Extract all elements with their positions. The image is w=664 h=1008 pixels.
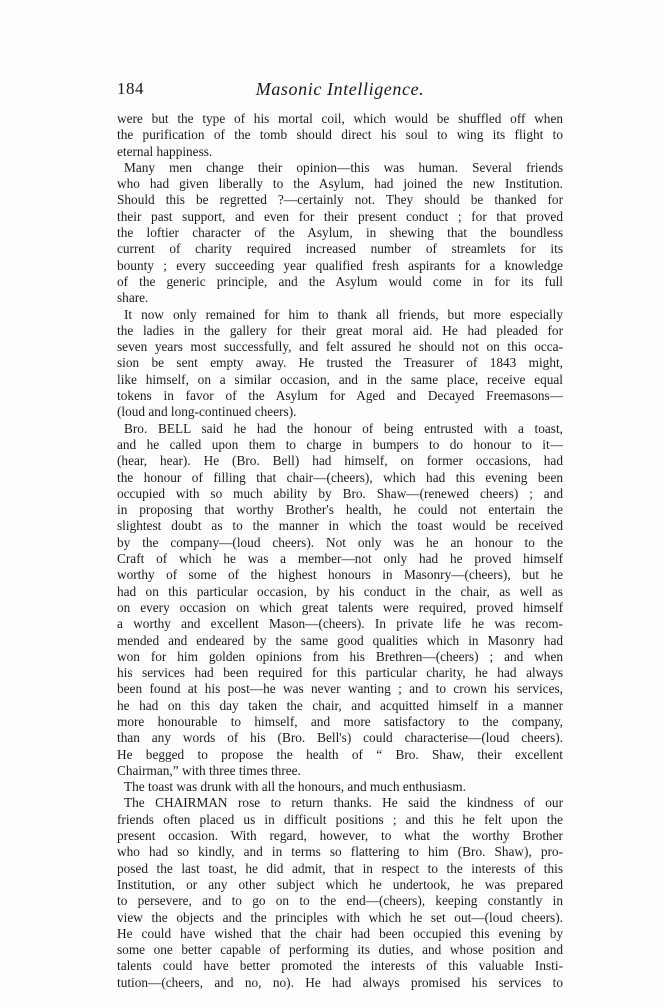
running-head: [117, 79, 563, 105]
text-line: tution—(cheers, and no, no). He had always promised his services to: [117, 974, 563, 990]
text-line: eternal happiness.: [117, 143, 213, 159]
text-line: seven years most successfully, and felt assured he should not on this occa-: [117, 339, 563, 355]
text-line: who had so kindly, and in terms so flattering to him (Bro. Shaw), pro-: [117, 844, 563, 860]
text-line: the ladies in the gallery for their great moral aid. He had pleaded for: [117, 322, 563, 338]
text-line: talents could have better promoted the interests of this valuable Insti-: [117, 958, 563, 974]
text-line: Craft of which he was a member—not only had he proved himself: [117, 551, 563, 567]
text-line: he had on this day taken the chair, and acquitted himself in a manner: [117, 697, 563, 713]
text-line: The CHAIRMAN rose to return thanks. He said the kindness of our: [124, 795, 563, 811]
text-line: in proposing that worthy Brother's health, he could not entertain the: [117, 502, 563, 518]
text-line: He could have wished that the chair had been occupied this evening by: [117, 925, 563, 941]
text-line: who had given liberally to the Asylum, had joined the new Institution.: [117, 176, 563, 192]
text-line: Institution, or any other subject which he undertook, he was prepared: [117, 876, 563, 892]
text-line: than any words of his (Bro. Bell's) could characterise—(loud cheers).: [117, 730, 563, 746]
text-line: sion be sent empty away. He trusted the Treasurer of 1843 might,: [117, 355, 563, 371]
text-line: were but the type of his mortal coil, which would be shuffled off when: [117, 111, 563, 126]
text-line: bounty ; every succeeding year qualified fresh aspirants for a knowledge: [117, 257, 563, 273]
text-line: his services had been required for this particular charity, he had always: [117, 665, 563, 681]
text-line: slightest doubt as to the manner in which the toast would be received: [117, 518, 563, 534]
text-line: by the company—(loud cheers). Not only was he an honour to the: [117, 534, 563, 550]
text-line: had on this particular occasion, by his conduct in the chair, as well as: [117, 583, 563, 599]
text-line: some one better capable of performing its duties, and whose position and: [117, 942, 563, 958]
text-line: (hear, hear). He (Bro. Bell) had himself, on former occasions, had: [117, 453, 563, 469]
text-line: Chairman,” with three times three.: [117, 762, 301, 778]
text-line: their past support, and even for their present conduct ; for that proved: [117, 208, 563, 224]
text-line: It now only remained for him to thank all friends, but more especially: [124, 306, 563, 322]
text-line: posed the last toast, he did admit, that in respect to the interests of this: [117, 860, 563, 876]
text-line: present occasion. With regard, however, to what the worthy Brother: [117, 828, 563, 844]
text-line: like himself, on a similar occasion, and in the same place, receive equal: [117, 371, 563, 387]
text-line: won for him golden opinions from his Brethren—(cheers) ; and when: [117, 648, 563, 664]
text-line: to persevere, and to go on to the end—(cheers), keeping constantly in: [117, 893, 563, 909]
text-line: He begged to propose the health of “ Bro. Shaw, their excellent: [117, 746, 563, 762]
text-line: more honourable to himself, and more satisfactory to the company,: [117, 713, 563, 729]
running-title: Masonic Intelligence.: [255, 79, 425, 99]
text-line: been found at his post—he was never wanting ; and to crown his services,: [117, 681, 563, 697]
text-line: current of charity required increased number of streamlets for its: [117, 241, 563, 257]
page-number: 184: [117, 79, 144, 98]
text-line: share.: [117, 290, 149, 306]
text-line: and he called upon them to charge in bumpers to do honour to it—: [117, 436, 563, 452]
text-line: friends often placed us in difficult positions ; and this he felt upon the: [117, 811, 563, 827]
text-line: (loud and long-continued cheers).: [117, 404, 297, 420]
text-line: the loftier character of the Asylum, in shewing that the boundless: [117, 225, 563, 241]
text-line: tokens in favor of the Asylum for Aged and Decayed Freemasons—: [117, 388, 563, 404]
text-line: worthy of some of the highest honours in Masonry—(cheers), but he: [117, 567, 563, 583]
text-line: Bro. BELL said he had the honour of being entrusted with a toast,: [124, 420, 563, 436]
text-line: The toast was drunk with all the honours, and much enthusiasm.: [124, 779, 466, 795]
text-line: view the objects and the principles with which he set out—(loud cheers).: [117, 909, 563, 925]
text-line: Many men change their opinion—this was human. Several friends: [124, 159, 563, 175]
text-line: a worthy and excellent Mason—(cheers). In private life he was recom-: [117, 616, 563, 632]
text-line: the purification of the tomb should direct his soul to wing its flight to: [117, 127, 563, 143]
text-line: of the generic principle, and the Asylum would come in for its full: [117, 273, 563, 289]
text-line: occupied with so much ability by Bro. Shaw—(renewed cheers) ; and: [117, 485, 563, 501]
text-line: Should this be regretted ?—certainly not. They should be thanked for: [117, 192, 563, 208]
text-line: on every occasion on which great talents were required, proved himself: [117, 599, 563, 615]
text-line: mended and endeared by the same good qualities which in Masonry had: [117, 632, 563, 648]
body-text: [117, 111, 563, 991]
text-line: the honour of filling that chair—(cheers), which had this evening been: [117, 469, 563, 485]
